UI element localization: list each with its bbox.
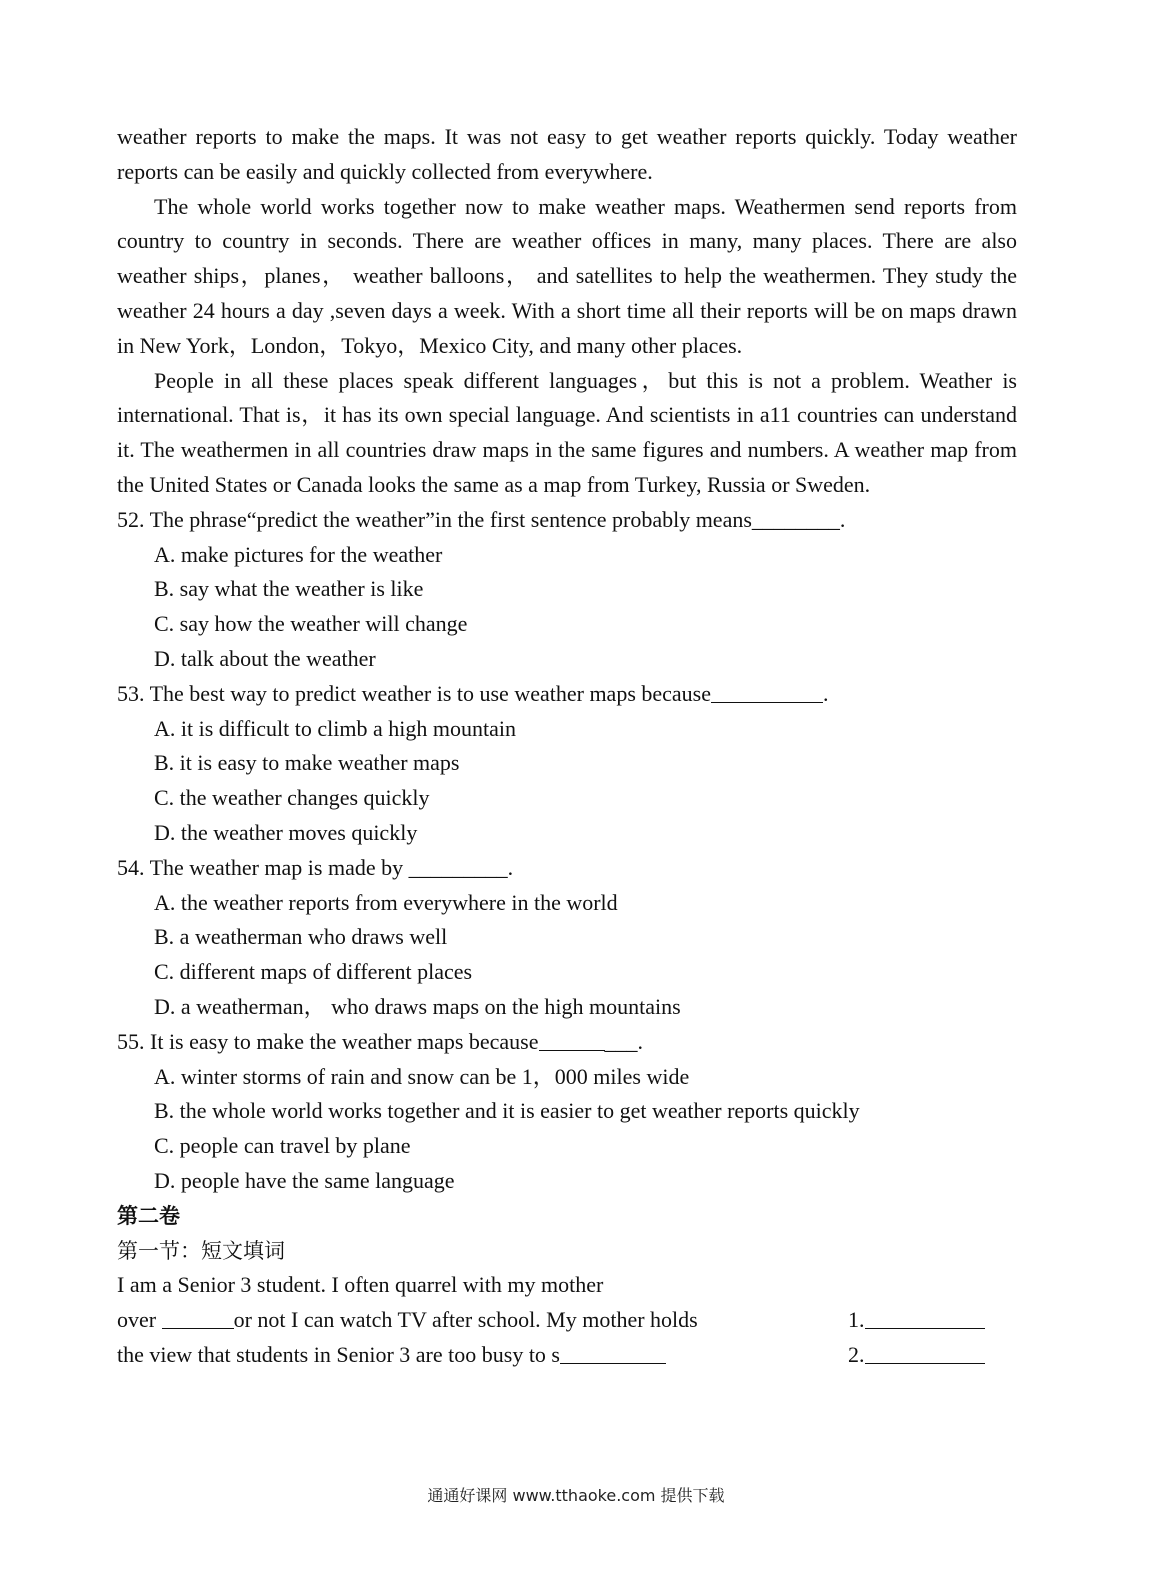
answer-blank: _________ [408, 854, 508, 880]
cloze-blank [162, 1306, 234, 1329]
option-d: D. people have the same language [154, 1167, 455, 1193]
option-b: B. it is easy to make weather maps [154, 750, 460, 776]
cloze-line: the view that students in Senior 3 are too busy to s 2. [117, 1338, 1017, 1373]
question-stem: 53. The best way to predict weather is to use weather maps because . [117, 680, 829, 706]
answer-blank: ________ [751, 506, 840, 532]
question-54 [117, 851, 1017, 1025]
answer-slot-1: 1. [848, 1303, 985, 1338]
section-one-title: 第一节：短文填词 [117, 1238, 285, 1263]
question-53 [117, 677, 1017, 851]
cloze-blank [560, 1341, 666, 1364]
answer-blank [539, 1028, 605, 1051]
cloze-line: over or not I can watch TV after school. My mother holds 1. [117, 1303, 1017, 1338]
question-55 [117, 1025, 1017, 1199]
question-52 [117, 503, 1017, 677]
answer-slot-2: 2. [848, 1338, 985, 1373]
option-b: B. the whole world works together and it is easier to get weather reports quickly [154, 1098, 860, 1124]
option-a: A. make pictures for the weather [154, 541, 443, 567]
part-two-title: 第二卷 [117, 1203, 180, 1228]
question-stem: 54. The weather map is made by _________. [117, 854, 514, 880]
option-a: A. it is difficult to climb a high mountain [154, 715, 516, 741]
option-b: B. say what the weather is like [154, 576, 424, 602]
cloze-line: I am a Senior 3 student. I often quarrel with my mother [117, 1272, 604, 1298]
answer-blank [711, 680, 823, 703]
page-content [117, 120, 1017, 1373]
option-c: C. different maps of different places [154, 959, 473, 985]
option-a: A. the weather reports from everywhere in the world [154, 889, 618, 915]
passage-paragraph-1: weather reports to make the maps. It was not easy to get weather reports quickly. Today weather reports can be easily and quickly collected from everywhere. [117, 124, 1017, 184]
page-footer: 通通好课网 www.tthaoke.com 提供下载 [427, 1486, 725, 1505]
passage-paragraph-3: People in all these places speak different languages，but this is not a problem. Weather is international. That is，it has its own special language. And scientists in a11 countries can understand it. The weathermen in all countries draw maps in the same figures and numbers. A weather map from the United States or Canada looks the same as a map from Turkey, Russia or Sweden. [117, 367, 1017, 497]
option-d: D. talk about the weather [154, 645, 376, 671]
passage-paragraph-2: The whole world works together now to make weather maps. Weathermen send reports from country to country in seconds. There are weather offices in many, many places. There are also weather ships，planes， weather balloons， and satellites to help the weathermen. They study the weather 24 hours a day ,seven days a week. With a short time all their reports will be on maps drawn in New York，London，Tokyo，Mexico City, and many other places. [117, 193, 1017, 358]
question-stem: 55. It is easy to make the weather maps because ___. [117, 1028, 644, 1054]
option-c: C. people can travel by plane [154, 1133, 411, 1159]
option-d: D. a weatherman， who draws maps on the high mountains [154, 993, 681, 1019]
answer-line [865, 1306, 985, 1329]
question-stem: 52. The phrase“predict the weather”in the first sentence probably means________. [117, 506, 846, 532]
option-c: C. say how the weather will change [154, 611, 468, 637]
option-c: C. the weather changes quickly [154, 785, 430, 811]
option-a: A. winter storms of rain and snow can be 1，000 miles wide [154, 1063, 690, 1089]
option-d: D. the weather moves quickly [154, 819, 418, 845]
answer-line [865, 1341, 985, 1364]
option-b: B. a weatherman who draws well [154, 924, 448, 950]
